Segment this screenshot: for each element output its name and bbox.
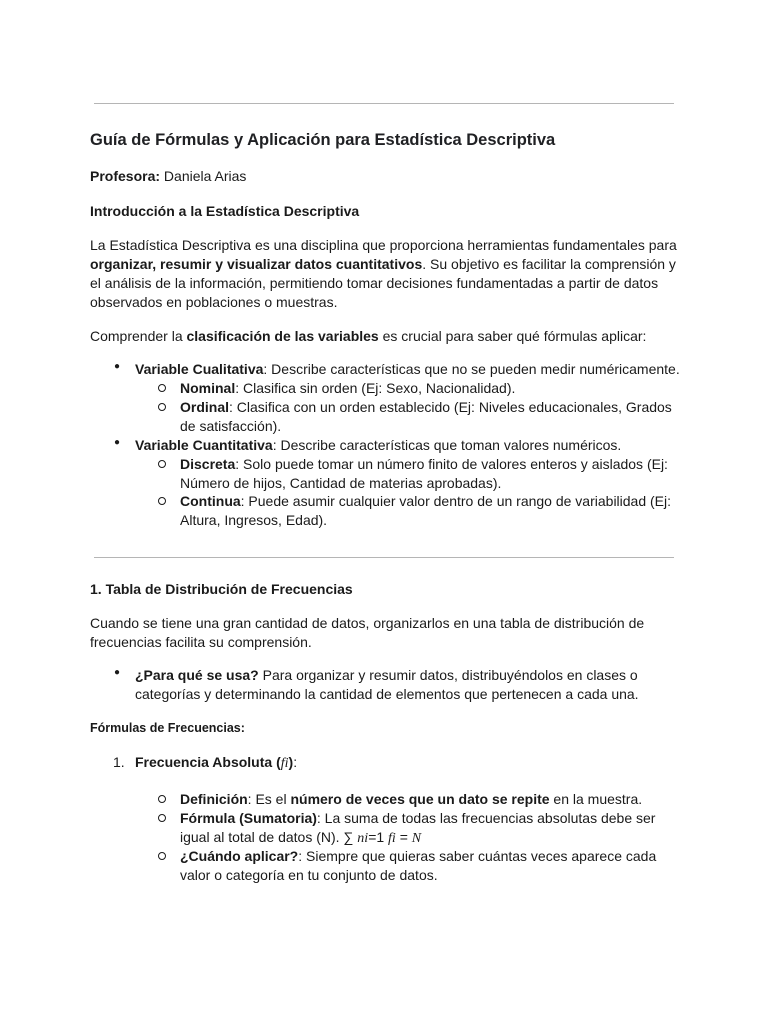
section-paragraph: Cuando se tiene una gran cantidad de datos, organizarlos en una tabla de distribución de frecuencias facilita su comprensión. <box>90 615 645 650</box>
section-divider <box>94 557 674 558</box>
list-number: 1. <box>113 754 125 770</box>
section-heading: 1. Tabla de Distribución de Frecuencias <box>90 581 353 597</box>
intro-p1-end: . Su objetivo es facilitar la comprensión y el análisis de la información, permitiendo tomar decisiones fundamentadas a partir de datos observados en poblaciones o muestras. <box>90 256 676 310</box>
formula-desc: : La suma de todas las frecuencias absolutas debe ser igual al total de datos (N). <box>180 810 656 845</box>
list-item-formula <box>180 809 680 848</box>
sum-start: =1 <box>368 829 385 845</box>
term-discrete: Discreta <box>180 456 236 472</box>
bullet-icon: ● <box>114 361 121 372</box>
formula-title-colon: : <box>293 754 298 770</box>
sum-index: ni <box>357 831 369 846</box>
intro-paragraph <box>90 236 680 312</box>
desc-ordinal: : Clasifica con un orden establecido (Ej: Niveles educacionales, Grados de satisfacción). <box>180 399 672 434</box>
sum-n: N <box>411 831 422 846</box>
term-qualitative: Variable Cualitativa <box>135 361 264 377</box>
term-quantitative: Variable Cuantitativa <box>135 437 273 453</box>
circle-bullet-icon <box>158 852 166 860</box>
usage-desc: Para organizar y resumir datos, distribuyéndolos en clases o categorías y determinando la cantidad de elementos que pertenecen a cada una. <box>135 667 639 702</box>
teacher-label: Profesora: <box>90 168 161 184</box>
circle-bullet-icon <box>158 795 166 803</box>
definition-bold: número de veces que un dato se repite <box>290 791 550 807</box>
when-desc: : Siempre que quieras saber cuántas veces aparece cada valor o categoría en tu conjunto de datos. <box>180 848 657 883</box>
desc-nominal: : Clasifica sin orden (Ej: Sexo, Nacionalidad). <box>235 380 516 396</box>
classification-paragraph <box>90 327 680 346</box>
term-ordinal: Ordinal <box>180 399 230 415</box>
circle-bullet-icon <box>158 460 166 468</box>
bullet-icon: ● <box>114 437 121 448</box>
circle-bullet-icon <box>158 384 166 392</box>
formula-title-end: ) <box>288 754 294 770</box>
when-term: ¿Cuándo aplicar? <box>180 848 299 864</box>
list-item-discrete <box>180 455 680 493</box>
intro-p2-end: es crucial para saber qué fórmulas aplicar: <box>378 328 647 344</box>
bullet-icon: ● <box>114 667 121 678</box>
intro-heading: Introducción a la Estadística Descriptiva <box>90 203 360 219</box>
term-continuous: Continua <box>180 493 241 509</box>
definition-mid: : Es el <box>247 791 291 807</box>
list-item-quantitative <box>135 436 680 455</box>
formula-item-title <box>135 753 680 773</box>
definition-term: Definición <box>180 791 248 807</box>
formula-title-start: Frecuencia Absoluta ( <box>135 754 281 770</box>
list-item-usage <box>135 666 680 704</box>
top-divider <box>94 103 674 104</box>
circle-bullet-icon <box>158 403 166 411</box>
circle-bullet-icon <box>158 497 166 505</box>
sum-sign: ∑ <box>343 829 354 845</box>
teacher-name: Daniela Arias <box>163 168 247 184</box>
intro-p2-start: Comprender la <box>90 328 187 344</box>
page-title: Guía de Fórmulas y Aplicación para Estadística Descriptiva <box>90 131 556 149</box>
sum-equals: = <box>395 829 412 845</box>
intro-p2-bold: clasificación de las variables <box>186 328 379 344</box>
fi-symbol: fi <box>280 756 289 771</box>
desc-qualitative: : Describe características que no se pueden medir numéricamente. <box>263 361 680 377</box>
list-item-definition <box>180 790 680 809</box>
intro-p1-bold: organizar, resumir y visualizar datos cuantitativos <box>90 256 423 272</box>
list-item-when <box>180 847 680 885</box>
formulas-heading: Fórmulas de Frecuencias: <box>90 721 245 735</box>
usage-term: ¿Para qué se usa? <box>135 667 259 683</box>
definition-end: en la muestra. <box>549 791 643 807</box>
desc-discrete: : Solo puede tomar un número finito de valores enteros y aislados (Ej: Número de hijos, Cantidad de materias aprobadas). <box>180 456 668 491</box>
desc-quantitative: : Describe características que toman valores numéricos. <box>272 437 622 453</box>
list-item-continuous <box>180 492 680 530</box>
list-item-qualitative <box>135 360 680 379</box>
sum-fi: fi <box>388 831 396 846</box>
desc-continuous: : Puede asumir cualquier valor dentro de un rango de variabilidad (Ej: Altura, Ingresos, Edad). <box>180 493 672 528</box>
list-item-ordinal <box>180 398 680 436</box>
teacher-line <box>90 167 680 186</box>
formula-term: Fórmula (Sumatoria) <box>180 810 317 826</box>
intro-p1-start: La Estadística Descriptiva es una disciplina que proporciona herramientas fundamentales para <box>90 237 677 253</box>
term-nominal: Nominal <box>180 380 236 396</box>
circle-bullet-icon <box>158 814 166 822</box>
list-item-nominal <box>180 379 680 398</box>
